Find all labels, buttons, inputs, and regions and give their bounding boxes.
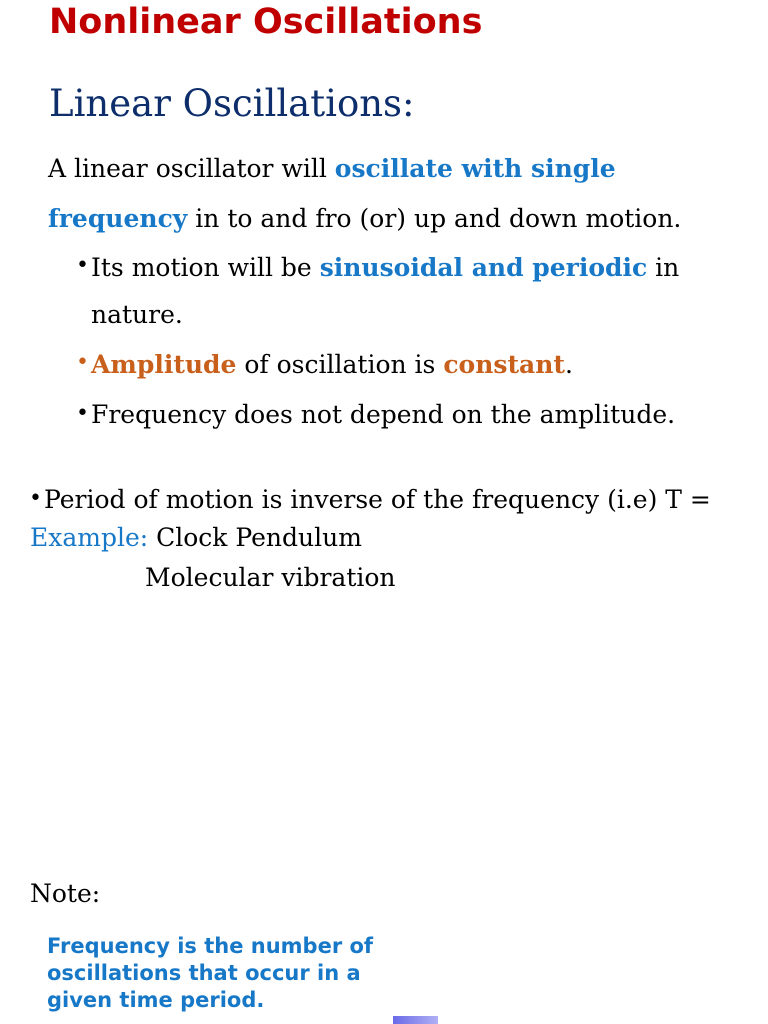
bullet-dot: •	[29, 486, 42, 511]
example-label: Example:	[30, 523, 149, 552]
note-text: Frequency is the number of oscillations that occur in a given time period.	[47, 934, 374, 1012]
bullet-1	[91, 251, 679, 285]
page-title: Nonlinear Oscillations	[49, 2, 483, 42]
bullet-2-highlight: Amplitude	[91, 350, 237, 379]
slide-decoration	[393, 1016, 438, 1024]
period-line: Period of motion is inverse of the frequency (i.e) T =	[44, 485, 711, 514]
intro-highlight: oscillate with single	[334, 154, 616, 183]
example-item-1: Clock Pendulum	[148, 523, 362, 552]
bullet-1-text: Its motion will be	[91, 253, 320, 282]
bullet-2-end: .	[564, 350, 573, 379]
bullet-2	[91, 348, 573, 382]
bullet-dot: •	[76, 401, 89, 426]
bullet-dot: •	[76, 253, 89, 278]
section-heading: Linear Oscillations:	[49, 82, 415, 125]
example-item-2: Molecular vibration	[145, 563, 396, 592]
example-line	[30, 521, 362, 555]
intro-line-2	[48, 202, 681, 236]
note-label: Note:	[30, 879, 101, 908]
intro-line-1	[48, 152, 616, 186]
bullet-2-text: of oscillation is	[236, 350, 444, 379]
bullet-3: Frequency does not depend on the amplitude.	[91, 400, 676, 429]
bullet-dot: •	[76, 350, 89, 375]
intro-text-2: in to and fro (or) up and down motion.	[187, 204, 682, 233]
bullet-1-highlight: sinusoidal and periodic	[319, 253, 648, 282]
bullet-1-continuation: nature.	[91, 300, 183, 329]
bullet-2-highlight-2: constant	[443, 350, 565, 379]
intro-highlight-2: frequency	[48, 204, 188, 233]
intro-text: A linear oscillator will	[48, 154, 335, 183]
bullet-1-end: in	[647, 253, 680, 282]
